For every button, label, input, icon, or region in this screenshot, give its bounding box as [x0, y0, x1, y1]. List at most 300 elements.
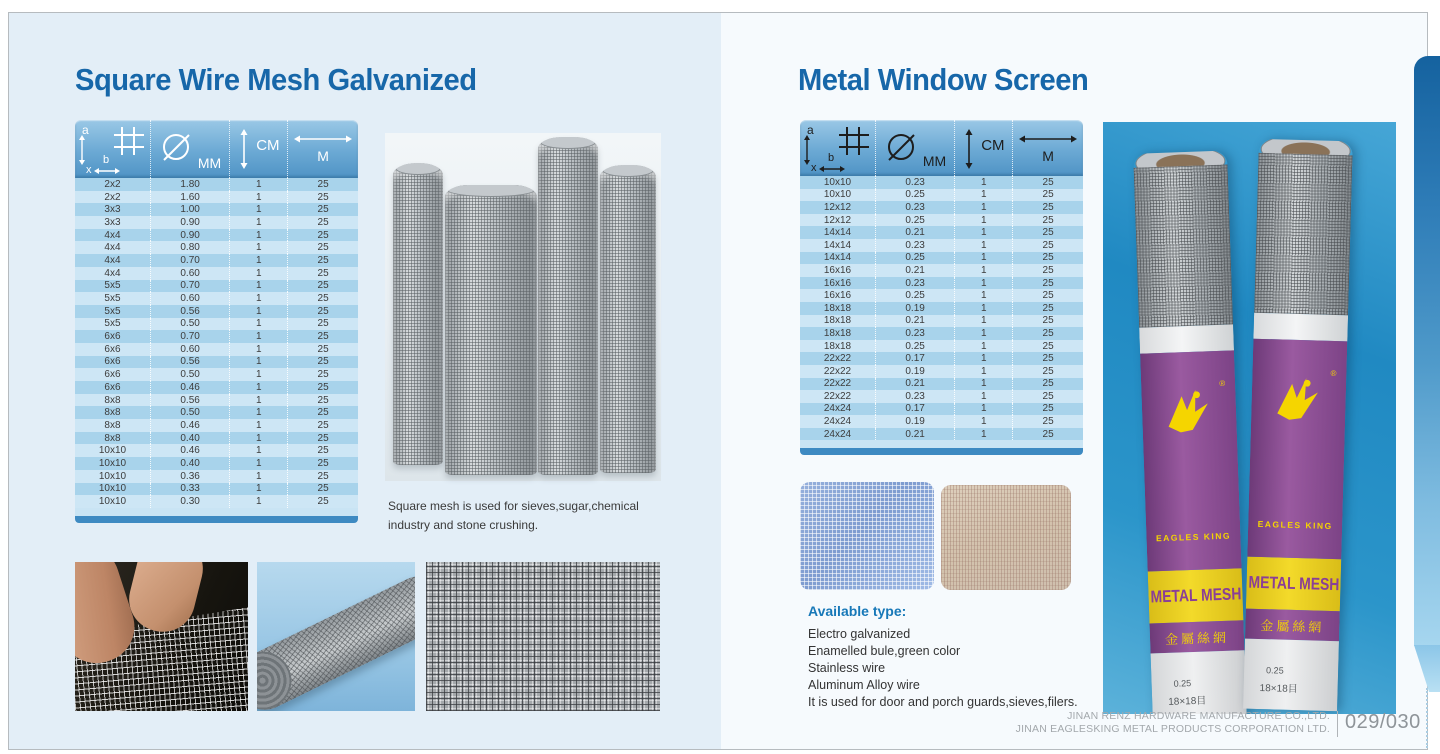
table-cell: 16x16	[823, 264, 852, 276]
table-cell: 1	[229, 394, 287, 407]
unit-mm-label: MM	[197, 155, 222, 171]
table-cell: 1	[229, 216, 287, 229]
table-cell: 10x10	[823, 176, 852, 188]
table-row	[75, 241, 358, 254]
unit-cm-label: CM	[981, 137, 1005, 154]
table-row	[75, 203, 358, 216]
table-cell: 25	[287, 457, 358, 470]
vertical-arrow-icon	[964, 129, 974, 169]
table-cell: 0.21	[875, 315, 954, 328]
table-row	[800, 189, 1083, 202]
table-row	[75, 356, 358, 369]
table-cell: 0.17	[875, 352, 954, 365]
table-cell: 1	[954, 327, 1012, 340]
table-cell: 1	[229, 241, 287, 254]
table-cell: 25	[287, 432, 358, 445]
photo-galvanized-mesh-rolls	[385, 133, 661, 481]
table-cell: 8x8	[104, 419, 121, 431]
table-cell: 5x5	[104, 293, 121, 305]
table-cell: 0.25	[875, 214, 954, 227]
table-cell: 25	[287, 394, 358, 407]
table-cell: 1	[229, 432, 287, 445]
table-cell: 1	[229, 381, 287, 394]
roll-mesh-section	[1254, 153, 1352, 316]
horizontal-arrow-icon	[94, 167, 120, 175]
vertical-arrow-icon	[239, 129, 249, 169]
brand-name: EAGLES KING	[1257, 518, 1333, 532]
table-cell: 6x6	[104, 343, 121, 355]
table-cell: 25	[287, 356, 358, 369]
table-cell: 0.80	[150, 241, 229, 254]
table-cell: 25	[287, 343, 358, 356]
column-length	[287, 120, 358, 178]
table-cell: 22x22	[823, 378, 852, 390]
swatch-beige-mesh	[941, 485, 1071, 590]
available-type-item: Aluminum Alloy wire	[808, 678, 920, 692]
table-cell: 6x6	[104, 369, 121, 381]
table-cell: 10x10	[98, 470, 127, 482]
table-row	[75, 432, 358, 445]
table-cell: 25	[1012, 378, 1083, 391]
table-cell: 25	[1012, 214, 1083, 227]
footer-separator	[1337, 711, 1338, 737]
table-row	[800, 239, 1083, 252]
table-cell: 0.21	[875, 226, 954, 239]
vertical-arrow-icon	[803, 135, 811, 165]
label-chinese-text: 金屬絲網	[1260, 617, 1325, 635]
table-cell: 25	[287, 178, 358, 191]
table-cell: 1	[954, 428, 1012, 441]
brand-name: EAGLES KING	[1155, 530, 1232, 544]
table-cell: 18x18	[823, 327, 852, 339]
table-row	[75, 267, 358, 280]
table-cell: 1	[229, 203, 287, 216]
table-row	[800, 365, 1083, 378]
table-cell: 25	[287, 191, 358, 204]
table-cell: 5x5	[104, 305, 121, 317]
table-cell: 14x14	[823, 252, 852, 264]
table-row	[800, 315, 1083, 328]
page-title-right: Metal Window Screen	[798, 62, 1089, 97]
table-cell: 22x22	[823, 390, 852, 402]
table-footer-bar	[75, 516, 358, 523]
table-cell: 25	[287, 203, 358, 216]
horizontal-arrow-icon	[294, 134, 352, 144]
registered-mark: ®	[1330, 368, 1337, 379]
table-row	[75, 394, 358, 407]
dim-a-label: a	[807, 123, 814, 137]
table-cell: 2x2	[104, 178, 121, 190]
dim-b-label: b	[828, 152, 835, 164]
table-cell: 25	[1012, 428, 1083, 441]
table-row	[800, 403, 1083, 416]
table-cell: 0.40	[150, 432, 229, 445]
table-cell: 4x4	[104, 254, 121, 266]
table-row	[75, 305, 358, 318]
table-row	[800, 264, 1083, 277]
mesh-roll-packaged	[1133, 151, 1247, 714]
table-cell: 0.50	[150, 318, 229, 331]
table-cell: 0.60	[150, 292, 229, 305]
table-row	[75, 254, 358, 267]
photo-mesh-roll-diagonal	[257, 562, 415, 711]
table-cell: 0.23	[875, 239, 954, 252]
table-cell: 6x6	[104, 356, 121, 368]
table-cell: 0.25	[875, 340, 954, 353]
label-chinese-text: 金屬絲網	[1164, 629, 1230, 647]
column-length	[1012, 120, 1083, 176]
label-title-band	[1148, 568, 1244, 623]
roll-mesh-section	[1134, 165, 1234, 328]
table-cell: 0.90	[150, 229, 229, 242]
table-row	[75, 343, 358, 356]
table-row	[75, 292, 358, 305]
table-row	[75, 444, 358, 457]
table-cell: 1	[229, 191, 287, 204]
label-brand-section	[1140, 350, 1242, 571]
mesh-grid-icon	[113, 126, 145, 156]
table-cell: 0.70	[150, 330, 229, 343]
table-row	[800, 176, 1083, 189]
table-cell: 25	[1012, 302, 1083, 315]
table-body	[800, 176, 1083, 440]
table-cell: 25	[287, 419, 358, 432]
table-cell: 10x10	[823, 189, 852, 201]
table-row	[75, 178, 358, 191]
table-cell: 6x6	[104, 381, 121, 393]
table-cell: 4x4	[104, 229, 121, 241]
table-cell: 0.21	[875, 428, 954, 441]
footer-company-lines	[900, 710, 1330, 735]
table-cell: 0.23	[875, 327, 954, 340]
table-cell: 25	[287, 495, 358, 508]
table-row	[75, 495, 358, 508]
table-cell: 25	[287, 280, 358, 293]
table-cell: 1	[229, 356, 287, 369]
table-cell: 1	[229, 229, 287, 242]
table-footer-bar	[800, 448, 1083, 455]
table-cell: 14x14	[823, 239, 852, 251]
unit-cm-label: CM	[256, 137, 280, 154]
table-cell: 1	[954, 365, 1012, 378]
table-header	[75, 120, 358, 178]
table-body	[75, 178, 358, 508]
table-cell: 1	[229, 280, 287, 293]
column-mesh-size	[800, 120, 875, 176]
table-cell: 25	[287, 483, 358, 496]
table-cell: 0.46	[150, 419, 229, 432]
table-cell: 12x12	[823, 201, 852, 213]
table-cell: 22x22	[823, 353, 852, 365]
mesh-roll-packaged	[1243, 139, 1353, 711]
table-cell: 14x14	[823, 227, 852, 239]
table-cell: 25	[1012, 315, 1083, 328]
table-cell: 0.23	[875, 176, 954, 189]
table-cell: 0.30	[150, 495, 229, 508]
footer-company-line1: JINAN RENZ HARDWARE MANUFACTURE CO.,LTD.	[1067, 710, 1330, 722]
roll-wrapper	[1139, 324, 1234, 353]
table-cell: 2x2	[104, 191, 121, 203]
table-row	[800, 226, 1083, 239]
table-cell: 0.19	[875, 302, 954, 315]
label-chinese-band	[1149, 620, 1244, 653]
table-cell: 1	[954, 403, 1012, 416]
table-cell: 25	[287, 305, 358, 318]
spec-mesh-count: 18×18目	[1168, 695, 1207, 708]
table-cell: 0.56	[150, 394, 229, 407]
table-cell: 18x18	[823, 340, 852, 352]
table-cell: 1	[229, 495, 287, 508]
table-row	[800, 340, 1083, 353]
spec-table-square-mesh	[75, 120, 358, 523]
table-cell: 25	[1012, 340, 1083, 353]
table-cell: 1	[229, 368, 287, 381]
table-cell: 18x18	[823, 302, 852, 314]
table-cell: 25	[287, 292, 358, 305]
table-cell: 25	[1012, 352, 1083, 365]
table-cell: 1	[229, 292, 287, 305]
table-cell: 0.46	[150, 444, 229, 457]
eagle-logo-icon	[1271, 373, 1326, 426]
horizontal-arrow-icon	[1019, 134, 1077, 144]
table-cell: 0.21	[875, 378, 954, 391]
table-cell: 25	[1012, 264, 1083, 277]
table-cell: 1	[954, 214, 1012, 227]
table-cell: 24x24	[823, 403, 852, 415]
mesh-grid-icon	[838, 126, 870, 156]
table-cell: 1	[954, 289, 1012, 302]
table-cell: 1	[954, 189, 1012, 202]
table-row	[800, 289, 1083, 302]
table-row	[800, 428, 1083, 441]
table-cell: 25	[1012, 390, 1083, 403]
table-cell: 25	[1012, 226, 1083, 239]
dim-b-label: b	[103, 154, 110, 166]
table-cell: 25	[1012, 277, 1083, 290]
table-cell: 10x10	[98, 496, 127, 508]
photo-metal-mesh-rolls	[1103, 122, 1396, 714]
table-cell: 8x8	[104, 407, 121, 419]
table-cell: 0.60	[150, 267, 229, 280]
table-cell: 25	[287, 381, 358, 394]
footer-company-line2: JINAN EAGLESKING METAL PRODUCTS CORPORATION LTD.	[1015, 722, 1330, 735]
table-cell: 1	[954, 252, 1012, 265]
column-wire-diameter	[150, 120, 229, 178]
dotted-edge-line	[1426, 688, 1428, 748]
label-chinese-band	[1245, 609, 1340, 642]
label-spec-section	[1151, 650, 1247, 714]
table-cell: 5x5	[104, 318, 121, 330]
table-cell: 25	[1012, 189, 1083, 202]
table-row	[800, 415, 1083, 428]
available-type-item: Stainless wire	[808, 661, 886, 675]
table-cell: 1	[954, 390, 1012, 403]
spec-wire-diameter: 0.25	[1173, 678, 1192, 689]
table-cell: 25	[287, 470, 358, 483]
table-cell: 0.70	[150, 280, 229, 293]
table-cell: 25	[1012, 176, 1083, 189]
table-cell: 1	[954, 415, 1012, 428]
table-cell: 10x10	[98, 445, 127, 457]
table-row	[75, 406, 358, 419]
table-cell: 1.60	[150, 191, 229, 204]
table-cell: 1	[229, 330, 287, 343]
table-cell: 25	[287, 444, 358, 457]
page-title-left: Square Wire Mesh Galvanized	[75, 62, 477, 97]
label-title-text: METAL MESH	[1247, 572, 1340, 595]
table-row	[800, 201, 1083, 214]
table-cell: 0.70	[150, 254, 229, 267]
photo-mesh-closeup	[426, 562, 660, 711]
table-cell: 0.25	[875, 252, 954, 265]
table-cell: 1	[954, 315, 1012, 328]
table-cell: 1	[229, 318, 287, 331]
table-row	[75, 280, 358, 293]
table-cell: 0.56	[150, 305, 229, 318]
table-cell: 16x16	[823, 290, 852, 302]
table-cell: 0.23	[875, 201, 954, 214]
table-cell: 25	[1012, 415, 1083, 428]
mesh-roll	[257, 567, 415, 711]
table-cell: 1	[229, 406, 287, 419]
table-row	[800, 302, 1083, 315]
table-cell: 25	[287, 241, 358, 254]
unit-mm-label: MM	[922, 153, 947, 169]
label-title-band	[1246, 557, 1341, 612]
mesh-roll	[600, 165, 656, 473]
page-number: 029/030	[1345, 711, 1421, 733]
mesh-roll	[393, 163, 443, 465]
table-row	[800, 390, 1083, 403]
diameter-icon	[159, 130, 195, 166]
table-row	[800, 327, 1083, 340]
table-cell: 22x22	[823, 365, 852, 377]
table-cell: 1	[229, 305, 287, 318]
table-cell: 24x24	[823, 428, 852, 440]
table-cell: 1	[954, 340, 1012, 353]
table-cell: 1	[954, 176, 1012, 189]
table-cell: 1	[229, 254, 287, 267]
table-cell: 1	[229, 483, 287, 496]
table-header	[800, 120, 1083, 176]
table-cell: 0.46	[150, 381, 229, 394]
roll-wrapper	[1253, 313, 1348, 342]
table-cell: 1	[229, 444, 287, 457]
table-cell: 0.23	[875, 390, 954, 403]
table-row	[75, 191, 358, 204]
available-type-item: It is used for door and porch guards,sieves,filers.	[808, 695, 1078, 709]
table-cell: 1	[954, 264, 1012, 277]
table-footer-space	[800, 440, 1083, 448]
table-cell: 0.50	[150, 368, 229, 381]
table-cell: 25	[1012, 289, 1083, 302]
table-cell: 16x16	[823, 277, 852, 289]
table-row	[800, 252, 1083, 265]
table-cell: 1	[229, 457, 287, 470]
table-row	[75, 330, 358, 343]
mesh-texture	[426, 562, 660, 711]
table-cell: 0.19	[875, 415, 954, 428]
label-spec-section	[1243, 639, 1339, 712]
table-cell: 25	[287, 216, 358, 229]
table-cell: 1	[229, 470, 287, 483]
table-row	[800, 277, 1083, 290]
spec-mesh-count: 18×18目	[1259, 683, 1298, 696]
table-row	[75, 229, 358, 242]
table-cell: 25	[1012, 403, 1083, 416]
table-cell: 25	[287, 254, 358, 267]
table-cell: 25	[287, 267, 358, 280]
table-cell: 25	[1012, 365, 1083, 378]
label-title-text: METAL MESH	[1149, 584, 1242, 607]
side-tab-bar	[1414, 56, 1440, 646]
table-cell: 3x3	[104, 216, 121, 228]
table-cell: 25	[1012, 327, 1083, 340]
table-cell: 10x10	[98, 483, 127, 495]
unit-m-label: M	[1042, 148, 1054, 164]
table-cell: 25	[287, 406, 358, 419]
table-cell: 3x3	[104, 204, 121, 216]
table-cell: 1	[229, 178, 287, 191]
available-type-heading: Available type:	[808, 603, 907, 619]
table-cell: 1	[229, 343, 287, 356]
table-row	[75, 368, 358, 381]
table-cell: 25	[287, 368, 358, 381]
table-row	[75, 457, 358, 470]
vertical-arrow-icon	[78, 135, 86, 165]
swatch-blue-mesh	[800, 482, 934, 590]
table-cell: 5x5	[104, 280, 121, 292]
label-brand-section	[1247, 339, 1347, 560]
table-footer-space	[75, 508, 358, 516]
table-cell: 25	[1012, 201, 1083, 214]
table-cell: 0.36	[150, 470, 229, 483]
table-cell: 1	[229, 267, 287, 280]
table-cell: 1	[954, 201, 1012, 214]
roll-end-cap	[257, 642, 301, 711]
dim-a-label: a	[82, 123, 89, 137]
column-wire-diameter	[875, 120, 954, 176]
mesh-roll	[538, 137, 598, 475]
spec-table-window-screen	[800, 120, 1083, 455]
table-cell: 25	[287, 318, 358, 331]
table-cell: 12x12	[823, 214, 852, 226]
table-cell: 0.50	[150, 406, 229, 419]
table-cell: 1	[954, 378, 1012, 391]
table-row	[800, 378, 1083, 391]
table-cell: 0.40	[150, 457, 229, 470]
table-cell: 0.19	[875, 365, 954, 378]
table-cell: 0.23	[875, 277, 954, 290]
table-cell: 0.21	[875, 264, 954, 277]
table-row	[75, 419, 358, 432]
available-type-item: Electro galvanized	[808, 627, 911, 641]
table-cell: 1	[954, 277, 1012, 290]
table-cell: 0.90	[150, 216, 229, 229]
eagle-logo-icon	[1161, 385, 1217, 439]
table-cell: 25	[1012, 252, 1083, 265]
photo-hand-holding-mesh	[75, 562, 248, 711]
dim-x-label: x	[811, 162, 817, 174]
table-cell: 0.17	[875, 403, 954, 416]
mesh-roll	[445, 185, 537, 475]
table-row	[75, 318, 358, 331]
table-cell: 1.80	[150, 178, 229, 191]
table-cell: 24x24	[823, 416, 852, 428]
column-width	[954, 120, 1012, 176]
table-cell: 18x18	[823, 315, 852, 327]
table-cell: 1	[954, 239, 1012, 252]
